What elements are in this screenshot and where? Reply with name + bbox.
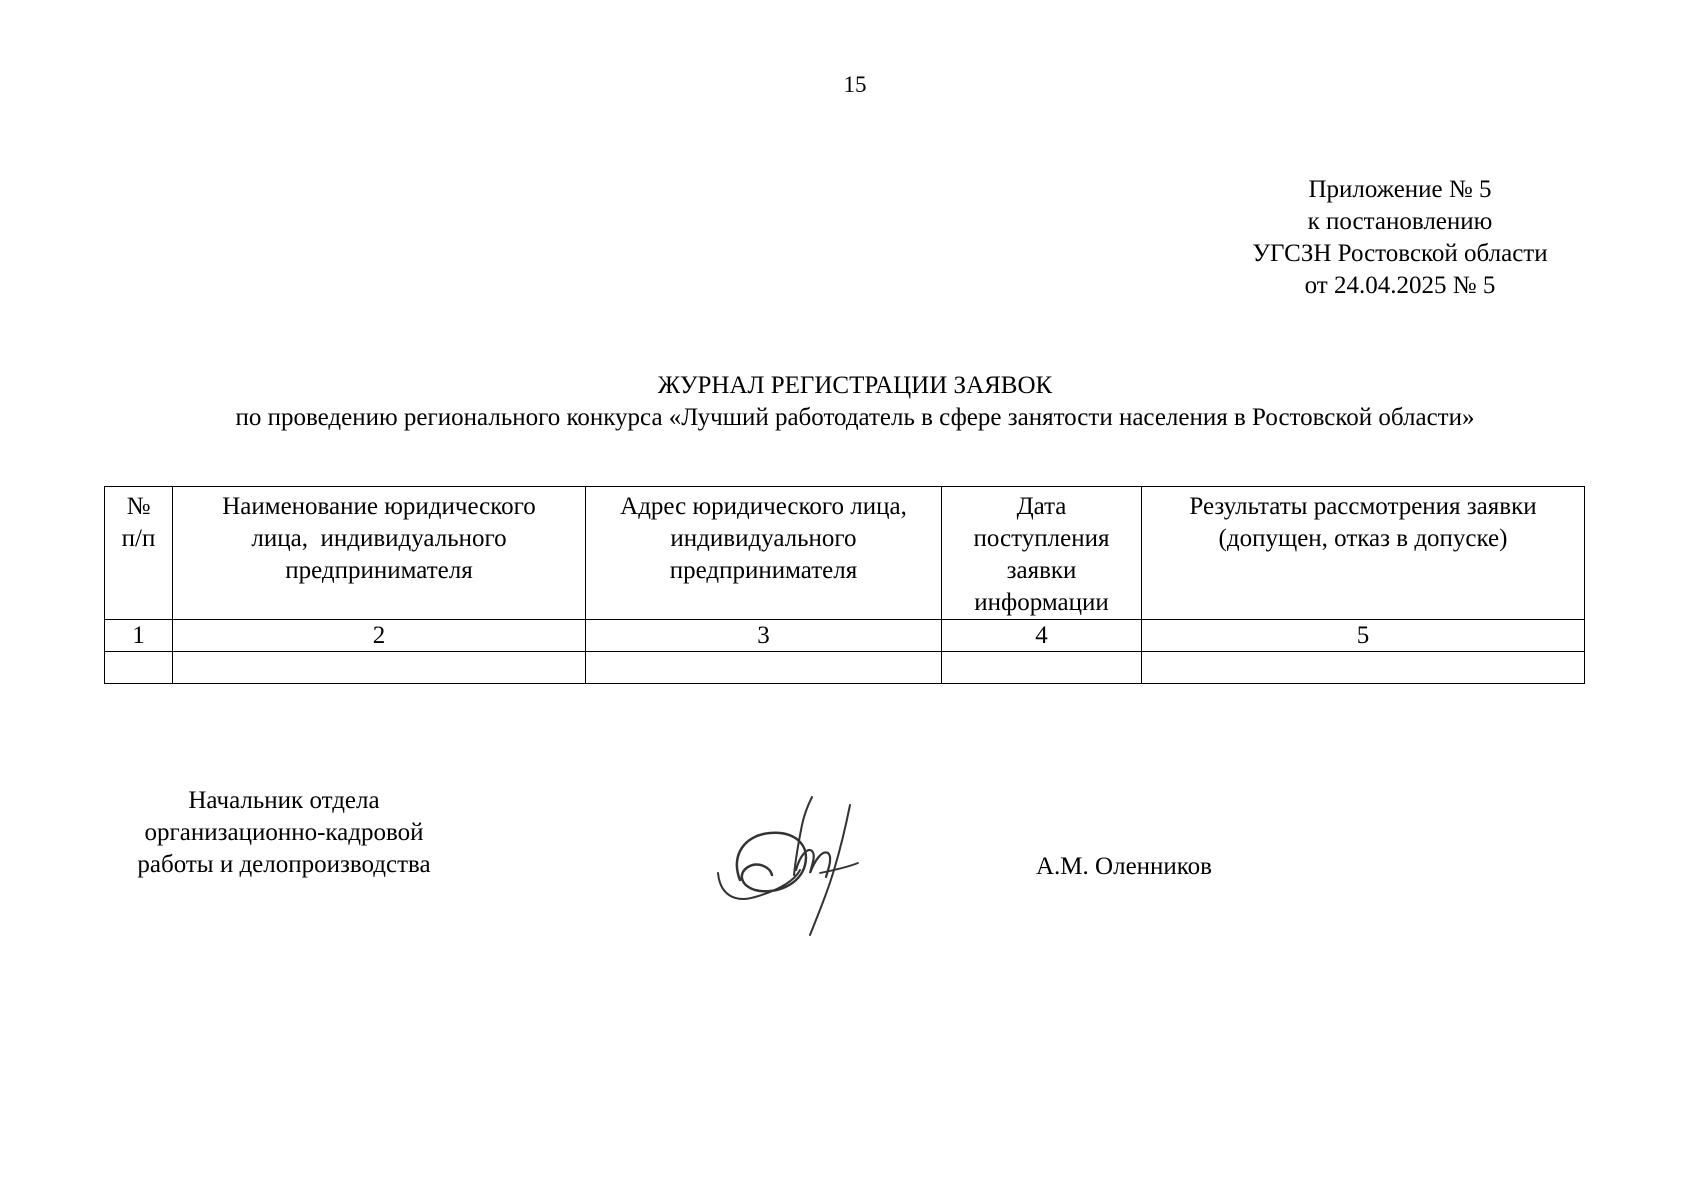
appendix-line: УГСЗН Ростовской области <box>1252 240 1548 267</box>
page-number: 15 <box>843 72 867 97</box>
header-cell-results: Результаты рассмотрения заявки (допущен, отказ в допуске) <box>1142 487 1585 620</box>
header-cell-number: № п/п <box>105 487 173 620</box>
table-cell: 2 <box>173 620 586 652</box>
table-numbering-row <box>105 620 1585 652</box>
table-cell: 4 <box>942 620 1142 652</box>
document-subtitle: по проведению регионального конкурса «Лучший работодатель в сфере занятости населения в Ростовской области» <box>235 404 1475 431</box>
table-cell <box>105 652 173 684</box>
appendix-line: к постановлению <box>1307 208 1493 235</box>
table-cell: 1 <box>105 620 173 652</box>
signatory-name: А.М. Оленников <box>1036 853 1212 880</box>
header-cell-date: Дата поступления заявки информации <box>942 487 1142 620</box>
registration-table <box>104 486 1585 684</box>
signatory-position: Начальник отдела организационно-кадровой работы и делопроизводства <box>137 787 431 878</box>
table-cell <box>1142 652 1585 684</box>
table-cell <box>173 652 586 684</box>
table-cell: 3 <box>586 620 942 652</box>
table-cell <box>586 652 942 684</box>
table-empty-row <box>105 652 1585 684</box>
table-cell <box>942 652 1142 684</box>
appendix-line: от 24.04.2025 № 5 <box>1304 272 1496 299</box>
handwritten-signature <box>700 785 870 945</box>
table-cell: 5 <box>1142 620 1585 652</box>
table-header-row <box>105 487 1585 620</box>
header-cell-address: Адрес юридического лица, индивидуального предпринимателя <box>586 487 942 620</box>
appendix-block <box>1200 174 1600 302</box>
document-title: ЖУРНАЛ РЕГИСТРАЦИИ ЗАЯВОК <box>657 372 1053 399</box>
header-cell-name: Наименование юридического лица, индивидуального предпринимателя <box>173 487 586 620</box>
title-block <box>0 370 1698 434</box>
appendix-line: Приложение № 5 <box>1308 176 1492 203</box>
